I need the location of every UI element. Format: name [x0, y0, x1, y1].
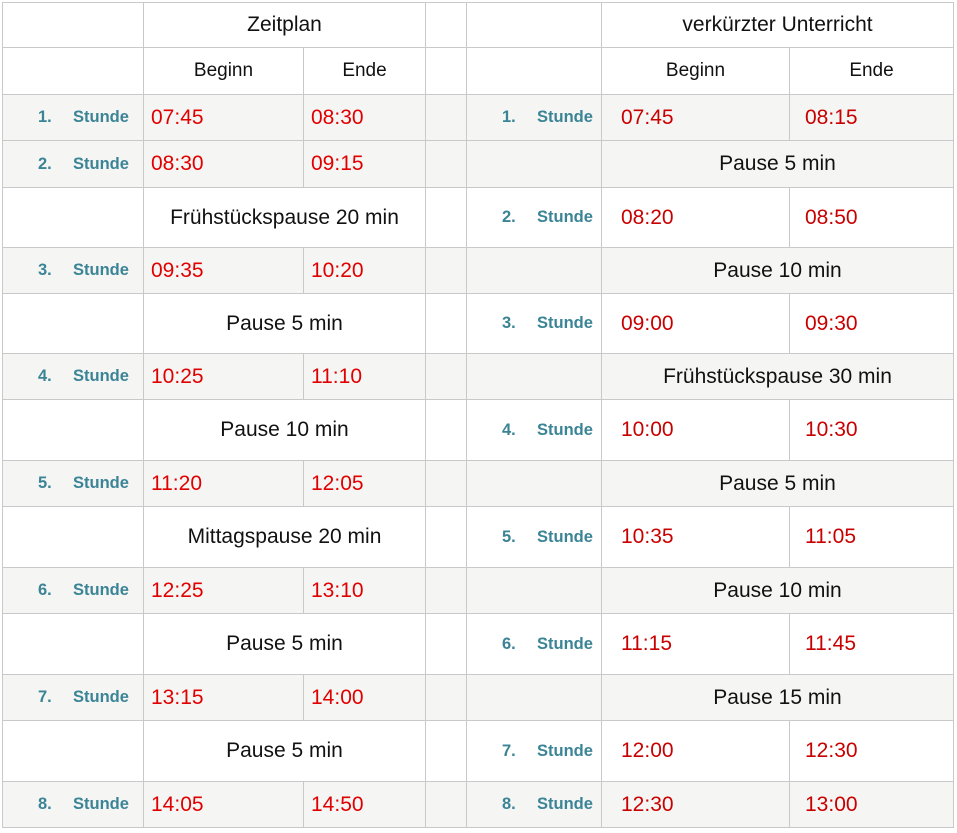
separator-cell: [426, 354, 467, 400]
regular-lesson-label: [2, 248, 144, 294]
short-begin-time: 12:30: [602, 782, 790, 828]
lesson-word: Stunde: [73, 154, 129, 173]
short-lesson-label: [467, 294, 602, 354]
regular-end-time: 14:50: [304, 782, 426, 828]
regular-blank-cell: [2, 614, 144, 675]
separator-cell: [426, 188, 467, 248]
separator-cell: [426, 782, 467, 828]
regular-begin-time: 13:15: [144, 675, 304, 721]
lesson-word: Stunde: [73, 581, 129, 599]
regular-end-time: 11:10: [304, 354, 426, 400]
subheader-short-begin: Beginn: [602, 48, 790, 95]
lesson-number: 4.: [502, 420, 516, 439]
lesson-word: Stunde: [537, 527, 593, 546]
short-end-time: 10:30: [790, 400, 954, 461]
short-lesson-label: [467, 721, 602, 782]
short-pause: Pause 15 min: [602, 675, 954, 721]
short-end-time: 11:45: [790, 614, 954, 675]
subheader-gap-1: [426, 48, 467, 95]
separator-cell: [426, 248, 467, 294]
lesson-number: 3.: [38, 261, 52, 279]
regular-pause: Frühstückspause 20 min: [144, 188, 426, 248]
short-begin-time: 07:45: [602, 95, 790, 141]
regular-end-time: 10:20: [304, 248, 426, 294]
lesson-number: 6.: [38, 581, 52, 599]
regular-blank-cell: [2, 721, 144, 782]
short-blank-cell: [467, 354, 602, 400]
short-blank-cell: [467, 675, 602, 721]
separator-cell: [426, 141, 467, 188]
regular-end-time: 09:15: [304, 141, 426, 188]
regular-end-time: 08:30: [304, 95, 426, 141]
regular-begin-time: 09:35: [144, 248, 304, 294]
short-lesson-label: [467, 782, 602, 828]
lesson-word: Stunde: [537, 795, 593, 813]
regular-begin-time: 10:25: [144, 354, 304, 400]
lesson-number: 5.: [38, 474, 52, 492]
short-begin-time: 08:20: [602, 188, 790, 248]
regular-pause: Pause 5 min: [144, 721, 426, 782]
short-begin-time: 12:00: [602, 721, 790, 782]
short-begin-time: 11:15: [602, 614, 790, 675]
lesson-word: Stunde: [537, 208, 593, 226]
lesson-word: Stunde: [73, 261, 129, 279]
short-blank-cell: [467, 141, 602, 188]
lesson-number: 7.: [502, 741, 516, 760]
subheader-gap-2: [467, 48, 602, 95]
lesson-word: Stunde: [537, 108, 593, 126]
short-lesson-label: [467, 95, 602, 141]
subheader-short-end: Ende: [790, 48, 954, 95]
regular-pause: Pause 5 min: [144, 614, 426, 675]
header-gap-1: [426, 2, 467, 48]
lesson-number: 1.: [502, 108, 516, 126]
regular-lesson-label: [2, 782, 144, 828]
subheader-blank-left: [2, 48, 144, 95]
regular-lesson-label: [2, 568, 144, 614]
regular-pause: Pause 10 min: [144, 400, 426, 461]
regular-blank-cell: [2, 507, 144, 568]
regular-begin-time: 14:05: [144, 782, 304, 828]
short-pause: Pause 5 min: [602, 461, 954, 507]
regular-end-time: 12:05: [304, 461, 426, 507]
short-pause: Pause 5 min: [602, 141, 954, 188]
header-gap-2: [467, 2, 602, 48]
lesson-word: Stunde: [73, 367, 129, 385]
short-pause: Frühstückspause 30 min: [602, 354, 954, 400]
regular-blank-cell: [2, 294, 144, 354]
regular-blank-cell: [2, 400, 144, 461]
regular-begin-time: 07:45: [144, 95, 304, 141]
short-begin-time: 10:00: [602, 400, 790, 461]
short-begin-time: 10:35: [602, 507, 790, 568]
short-end-time: 08:50: [790, 188, 954, 248]
separator-cell: [426, 568, 467, 614]
regular-end-time: 13:10: [304, 568, 426, 614]
short-pause: Pause 10 min: [602, 248, 954, 294]
lesson-number: 5.: [502, 527, 516, 546]
lesson-number: 1.: [38, 108, 52, 126]
lesson-number: 2.: [502, 208, 516, 226]
separator-cell: [426, 675, 467, 721]
short-end-time: 13:00: [790, 782, 954, 828]
lesson-word: Stunde: [537, 420, 593, 439]
short-blank-cell: [467, 568, 602, 614]
separator-cell: [426, 95, 467, 141]
short-end-time: 11:05: [790, 507, 954, 568]
lesson-number: 3.: [502, 314, 516, 332]
header-verkuerzt: verkürzter Unterricht: [602, 2, 954, 48]
lesson-word: Stunde: [537, 314, 593, 332]
lesson-number: 7.: [38, 688, 52, 706]
lesson-word: Stunde: [73, 688, 129, 706]
header-blank-left: [2, 2, 144, 48]
separator-cell: [426, 400, 467, 461]
regular-lesson-label: [2, 461, 144, 507]
separator-cell: [426, 461, 467, 507]
lesson-word: Stunde: [73, 108, 129, 126]
regular-blank-cell: [2, 188, 144, 248]
lesson-number: 2.: [38, 154, 52, 173]
lesson-word: Stunde: [73, 474, 129, 492]
short-blank-cell: [467, 248, 602, 294]
short-lesson-label: [467, 188, 602, 248]
lesson-number: 8.: [38, 795, 52, 813]
separator-cell: [426, 507, 467, 568]
regular-lesson-label: [2, 354, 144, 400]
separator-cell: [426, 294, 467, 354]
header-zeitplan: Zeitplan: [144, 2, 426, 48]
short-lesson-label: [467, 614, 602, 675]
short-lesson-label: [467, 507, 602, 568]
lesson-word: Stunde: [537, 634, 593, 653]
short-begin-time: 09:00: [602, 294, 790, 354]
separator-cell: [426, 614, 467, 675]
short-end-time: 09:30: [790, 294, 954, 354]
lesson-number: 6.: [502, 634, 516, 653]
short-pause: Pause 10 min: [602, 568, 954, 614]
short-lesson-label: [467, 400, 602, 461]
subheader-regular-end: Ende: [304, 48, 426, 95]
regular-lesson-label: [2, 141, 144, 188]
separator-cell: [426, 721, 467, 782]
regular-begin-time: 12:25: [144, 568, 304, 614]
lesson-number: 4.: [38, 367, 52, 385]
regular-begin-time: 11:20: [144, 461, 304, 507]
regular-pause: Pause 5 min: [144, 294, 426, 354]
subheader-regular-begin: Beginn: [144, 48, 304, 95]
short-end-time: 08:15: [790, 95, 954, 141]
short-end-time: 12:30: [790, 721, 954, 782]
lesson-word: Stunde: [73, 795, 129, 813]
lesson-number: 8.: [502, 795, 516, 813]
regular-end-time: 14:00: [304, 675, 426, 721]
regular-lesson-label: [2, 95, 144, 141]
short-blank-cell: [467, 461, 602, 507]
regular-pause: Mittagspause 20 min: [144, 507, 426, 568]
lesson-word: Stunde: [537, 741, 593, 760]
regular-lesson-label: [2, 675, 144, 721]
regular-begin-time: 08:30: [144, 141, 304, 188]
